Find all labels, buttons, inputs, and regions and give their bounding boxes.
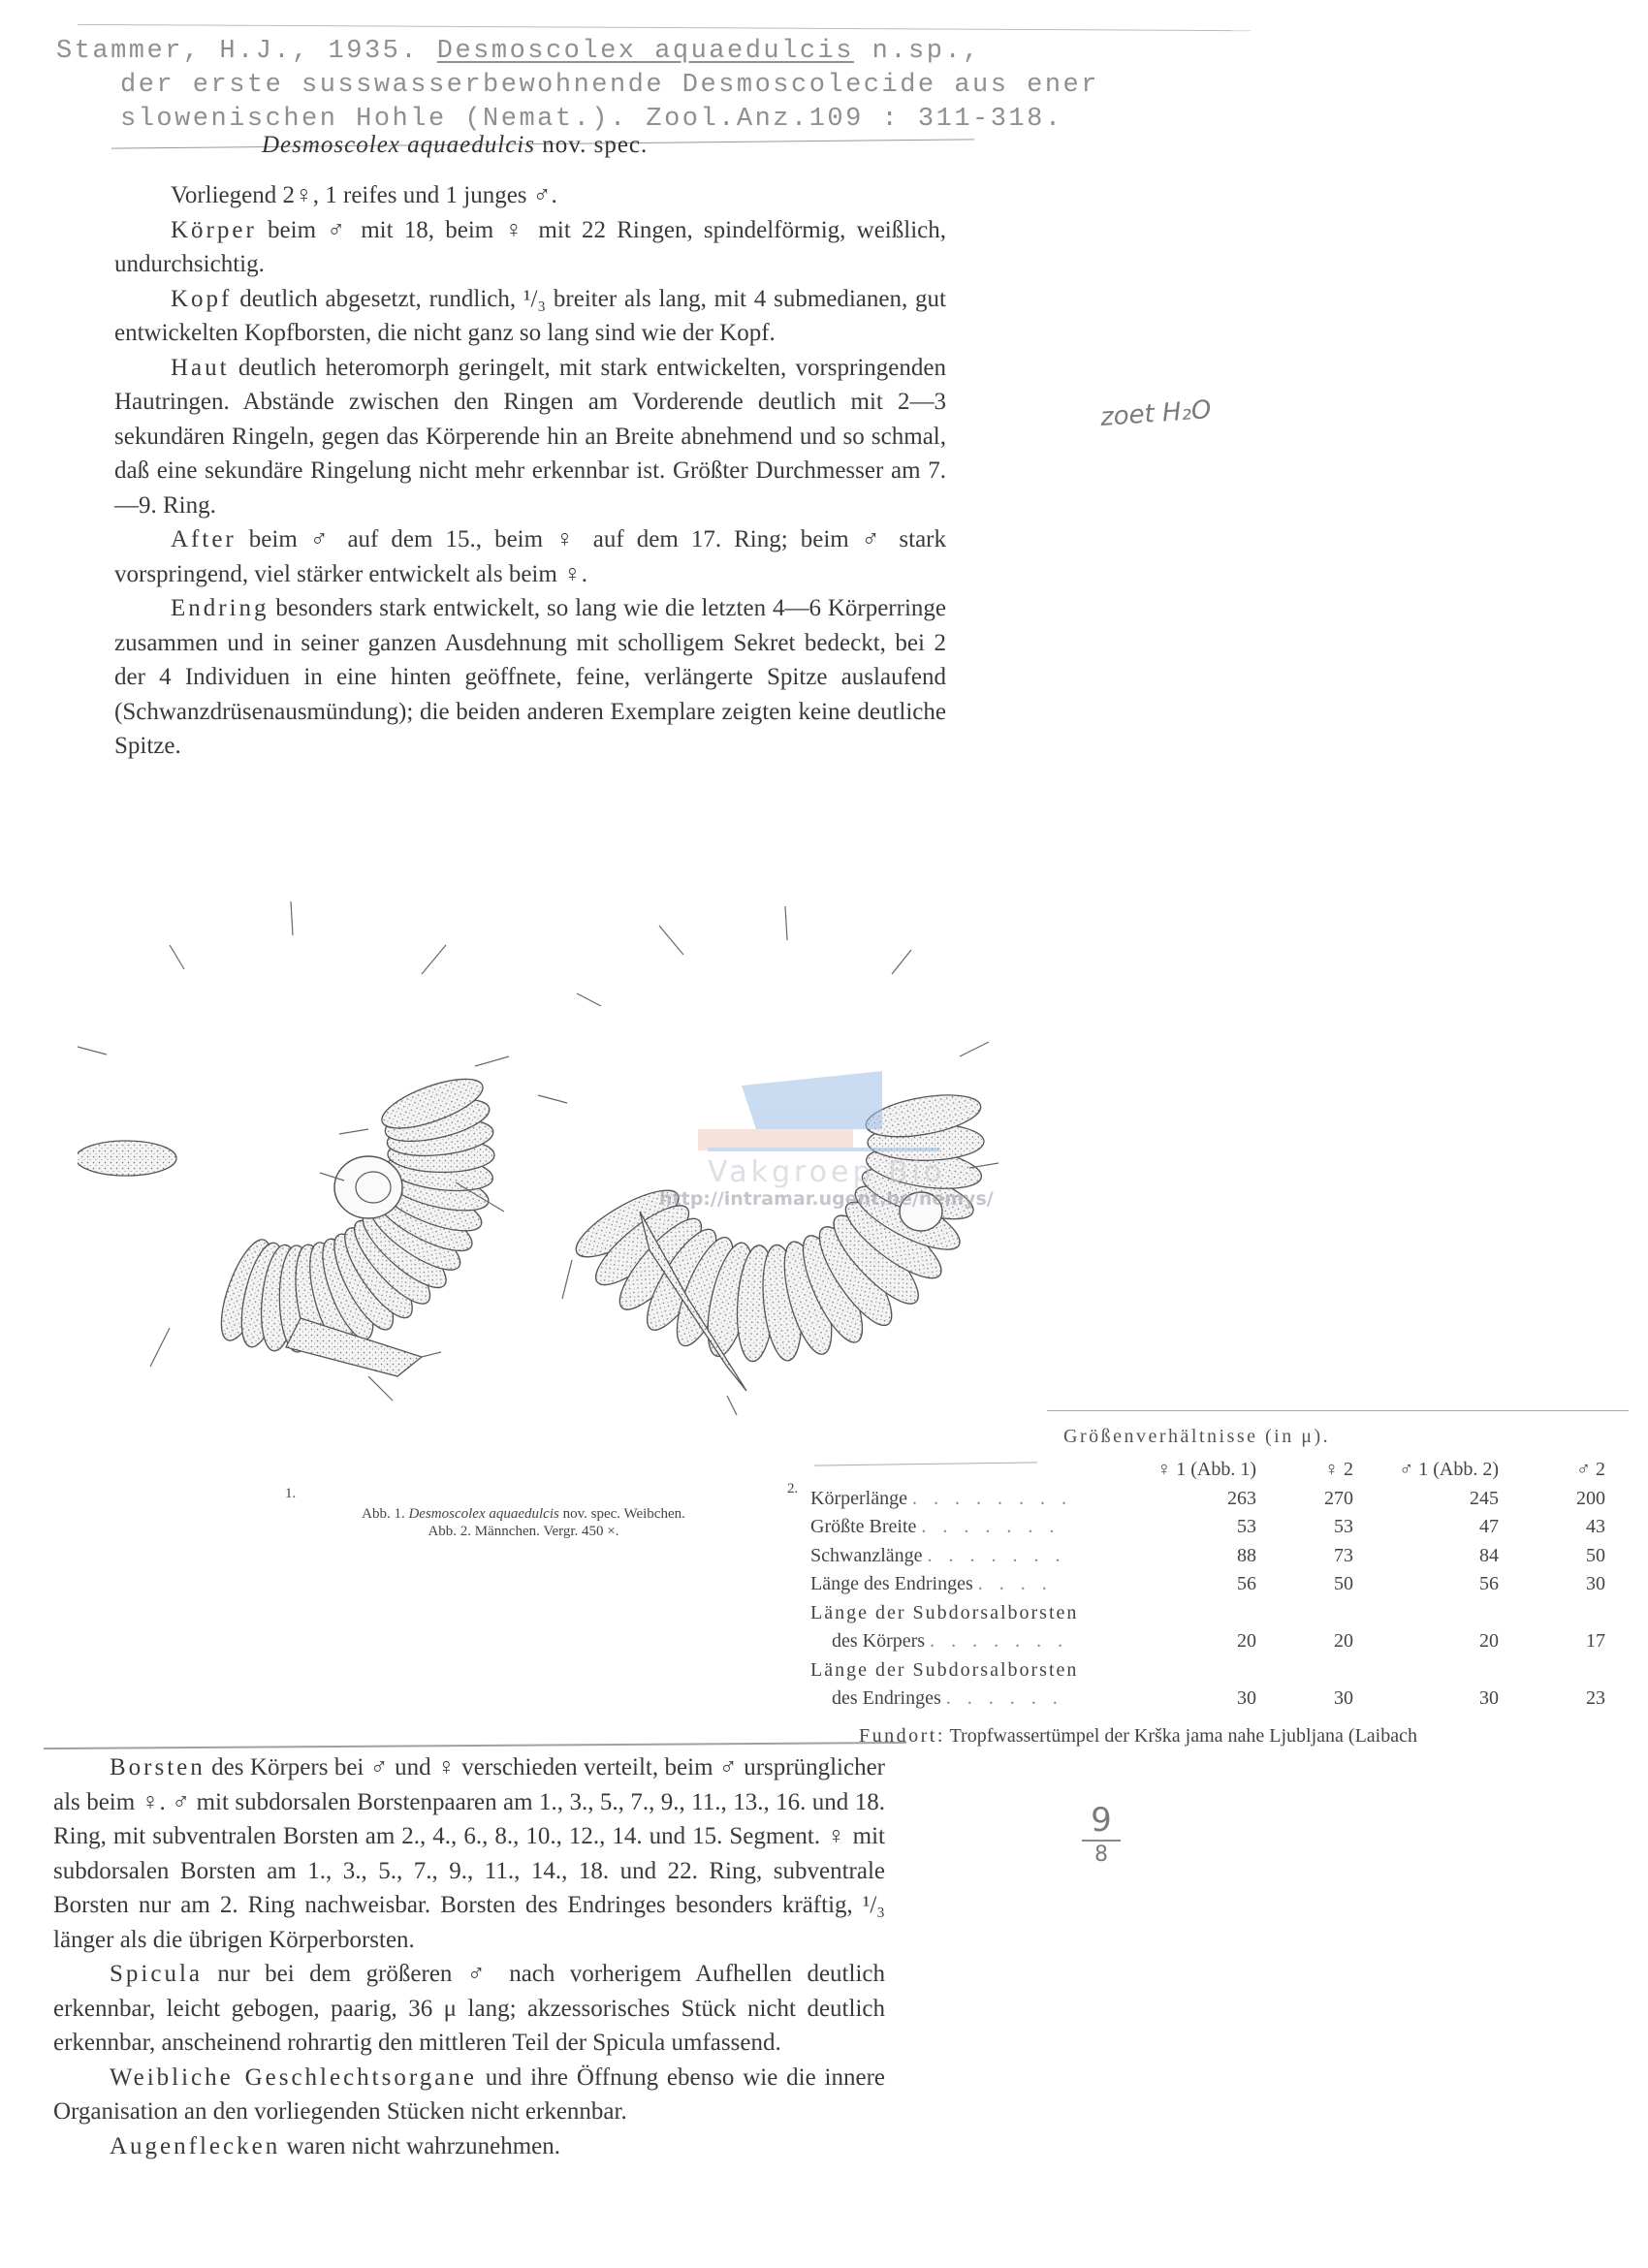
- watermark-text-1: Vakgroep Bio: [708, 1155, 946, 1189]
- citation-line-3: slowenischen Hohle (Nemat.). Zool.Anz.109 : 311-318.: [120, 105, 1063, 134]
- column-header: ♂ 2: [1576, 1459, 1605, 1481]
- citation-line-1: Stammer, H.J., 1935. Desmoscolex aquaedulcis n.sp.,: [56, 37, 981, 66]
- table-paste-edge-top: [1047, 1410, 1629, 1411]
- figure-caption: Abb. 1. Desmoscolex aquaedulcis nov. spec. Weibchen. Abb. 2. Männchen. Vergr. 450 ×.: [362, 1506, 685, 1539]
- body-ring: [78, 1141, 176, 1176]
- citation-line-2: der erste susswasserbewohnende Desmoscolecide aus ener: [120, 71, 1099, 100]
- measurements-title: Größenverhältnisse (in μ).: [1063, 1426, 1331, 1447]
- column-header: ♀ 1 (Abb. 1): [1157, 1459, 1256, 1481]
- paragraph: Körper beim ♂ mit 18, beim ♀ mit 22 Ringen, spindelförmig, weißlich, undurchsichtig.: [114, 216, 946, 277]
- table-row: Schwanzlänge . . . . . . . 88 73 84 50: [810, 1544, 1605, 1566]
- paragraph: After beim ♂ auf dem 15., beim ♀ auf dem 17. Ring; beim ♂ stark vorspringend, viel stärker entwickelt als beim ♀.: [114, 526, 946, 587]
- table-header-row: [810, 1456, 1605, 1485]
- fundort-line: Fundort: Tropfwassertümpel der Krška jama nahe Ljubljana (Laibach: [859, 1725, 1417, 1747]
- paragraph: Haut deutlich heteromorph geringelt, mit stark entwickelten, vorspringenden Hautringen. Abstände zwischen den Ringen am Vorderende deutlich mit 2—3 sekundären Ringeln, gegen das Körperende hin an Breite abnehmend und so schmal, daß eine sekundäre Ringelung nicht mehr erkennbar ist. Größter Durchmesser am 7.—9. Ring.: [114, 354, 946, 519]
- paragraph: Vorliegend 2♀, 1 reifes und 1 junges ♂.: [171, 182, 557, 208]
- column-header: ♀ 2: [1324, 1459, 1353, 1481]
- citation-species-title: Desmoscolex aquaedulcis: [436, 37, 854, 66]
- table-row: Länge des Endringes . . . . 56 50 56 30: [810, 1573, 1605, 1595]
- table-row: des Endringes . . . . . . 30 30 30 23: [832, 1687, 1605, 1710]
- paragraph: Augenflecken waren nicht wahrzunehmen.: [110, 2132, 560, 2159]
- handwritten-fraction: 9 8: [1082, 1803, 1121, 1867]
- watermark-text-2: http://intramar.ugent.be/nemys/: [659, 1188, 994, 1210]
- table-row: Körperlänge . . . . . . . . 263 270 245 200: [810, 1487, 1605, 1509]
- table-row: Größte Breite . . . . . . . 53 53 47 43: [810, 1516, 1605, 1538]
- handwritten-note: zoet H₂O: [1099, 395, 1213, 432]
- figure-2-label: 2.: [787, 1481, 799, 1496]
- paragraph: Spicula nur bei dem größeren ♂ nach vorherigem Aufhellen deutlich erkennbar, leicht gebogen, paarig, 36 μ lang; akzessorisches Stück nicht deutlich erkennbar, anscheinend rohrartig den mittleren Teil der Spicula umfassend.: [53, 1961, 885, 2056]
- figure-2-male-drawing: [523, 892, 1008, 1415]
- paragraph: Weibliche Geschlechtsorgane und ihre Öffnung ebenso wie die innere Organisation an den vorliegenden Stücken nicht erkennbar.: [53, 2063, 885, 2125]
- table-row: des Körpers . . . . . . . 20 20 20 17: [832, 1630, 1605, 1653]
- measurements-table: [810, 1456, 1605, 1714]
- citation: [56, 35, 1099, 137]
- paragraph: Endring besonders stark entwickelt, so lang wie die letzten 4—6 Körperringe zusammen und in seiner ganzen Ausdehnung mit scholligem Sekret bedeckt, bei 2 der 4 Individuen in eine hinten geöffnete, feine, verlängerte Spitze auslaufend (Schwanzdrüsenausmündung); die beiden anderen Exemplare zeigten keine deutliche Spitze.: [114, 595, 946, 759]
- column-header: ♂ 1 (Abb. 2): [1399, 1459, 1499, 1481]
- paragraph: Borsten des Körpers bei ♂ und ♀ verschieden verteilt, beim ♂ ursprünglicher als beim ♀. ♂ mit subdorsalen Borstenpaaren am 1., 3., 5., 7., 9., 11., 13., 16. und 18. Ring, mit subventralen Borsten am 2., 4., 6., 8., 10., 12., 14. und 15. Segment. ♀ mit subdorsalen Borsten am 1., 3., 5., 7., 9., 11., 14., 18. und 22. Ring, subventrale Borsten nur am 2. Ring nachweisbar. Borsten des Endringes besonders kräftig, ¹/₃ länger als die übrigen Körperborsten.: [53, 1754, 885, 1953]
- table-row: Länge der Subdorsalborsten: [810, 1658, 1079, 1681]
- description-top: [114, 178, 946, 764]
- bottom-paste-edge: [44, 1742, 906, 1749]
- species-heading: Desmoscolex aquaedulcis nov. spec.: [262, 132, 649, 158]
- figure-1-label: 1.: [285, 1486, 297, 1501]
- paste-edge-top: [78, 24, 1251, 31]
- description-bottom: [53, 1750, 885, 2163]
- paragraph: Kopf deutlich abgesetzt, rundlich, ¹/₃ breiter als lang, mit 4 submedianen, gut entwickelten Kopfborsten, die nicht ganz so lang sind wie der Kopf.: [114, 285, 946, 346]
- figure-1-female-drawing: [78, 892, 543, 1415]
- table-row: Länge der Subdorsalborsten: [810, 1601, 1079, 1623]
